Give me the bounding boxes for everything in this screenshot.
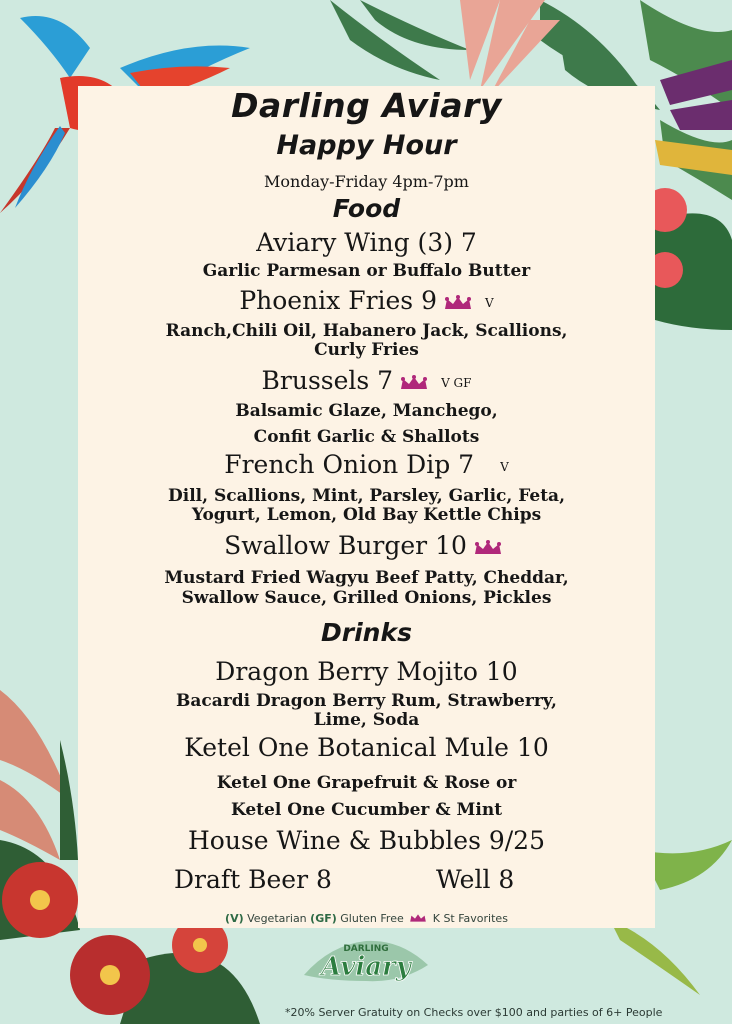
food-item-desc: Mustard Fried Wagyu Beef Patty, Cheddar, [164, 568, 569, 588]
food-item-row [78, 286, 655, 317]
drinks-heading: Drinks [321, 618, 412, 647]
crown-icon [409, 913, 427, 926]
hours-text: Monday-Friday 4pm-7pm [264, 172, 469, 191]
drink-item-name: Well 8 [436, 865, 515, 894]
food-item-name: French Onion Dip 7 [224, 450, 475, 479]
brand-title: Darling Aviary [231, 86, 502, 125]
drink-item-name: Dragon Berry Mojito 10 [215, 657, 518, 686]
legend-fav-text: K St Favorites [432, 912, 508, 925]
drink-item-name: House Wine & Bubbles 9/25 [187, 826, 545, 855]
drink-item-desc: Lime, Soda [313, 710, 420, 730]
darling-aviary-logo [300, 935, 432, 985]
dietary-tag: V [500, 459, 509, 474]
legend-v-text: Vegetarian [247, 912, 307, 925]
food-item-desc: Ranch,Chili Oil, Habanero Jack, Scallions, [165, 321, 568, 341]
crown-icon [443, 288, 473, 317]
happy-hour-title: Happy Hour [276, 130, 457, 161]
food-item-desc: Curly Fries [314, 340, 419, 360]
food-item-name: Brussels 7 [261, 366, 394, 395]
food-item-desc: Garlic Parmesan or Buffalo Butter [202, 261, 531, 281]
food-item-name: Aviary Wing (3) 7 [256, 228, 477, 257]
food-item-name: Phoenix Fries 9 [239, 286, 437, 315]
drink-item-name: Draft Beer 8 [174, 865, 332, 894]
drink-item-desc: Ketel One Cucumber & Mint [230, 800, 503, 820]
drink-item-desc: Ketel One Grapefruit & Rose or [216, 773, 517, 793]
food-item-desc: Dill, Scallions, Mint, Parsley, Garlic, Feta, [168, 486, 565, 506]
food-item-desc: Swallow Sauce, Grilled Onions, Pickles [181, 588, 552, 608]
drink-item-name: Ketel One Botanical Mule 10 [184, 733, 549, 762]
food-item-desc: Yogurt, Lemon, Old Bay Kettle Chips [191, 505, 542, 525]
legend-gf-text: Gluten Free [340, 912, 404, 925]
dietary-tag: V GF [441, 375, 472, 390]
dietary-tag: V [485, 295, 494, 310]
drink-item-desc: Bacardi Dragon Berry Rum, Strawberry, [176, 691, 557, 711]
food-item-name: Swallow Burger 10 [224, 531, 467, 560]
gratuity-footer: *20% Server Gratuity on Checks over $100 and parties of 6+ People [285, 1006, 663, 1019]
food-item-desc: Confit Garlic & Shallots [253, 427, 480, 447]
legend-v: (V) [225, 912, 244, 925]
food-item-row [78, 531, 655, 562]
food-heading: Food [332, 194, 401, 223]
food-item-row [78, 366, 655, 397]
legend-gf: (GF) [310, 912, 337, 925]
logo-text: Aviary [321, 952, 411, 982]
food-item-desc: Balsamic Glaze, Manchego, [235, 401, 498, 421]
legend [78, 912, 655, 926]
crown-icon [399, 368, 429, 397]
logo-small-text: DARLING [343, 944, 389, 954]
crown-icon [473, 533, 503, 562]
food-item-row [78, 450, 655, 479]
